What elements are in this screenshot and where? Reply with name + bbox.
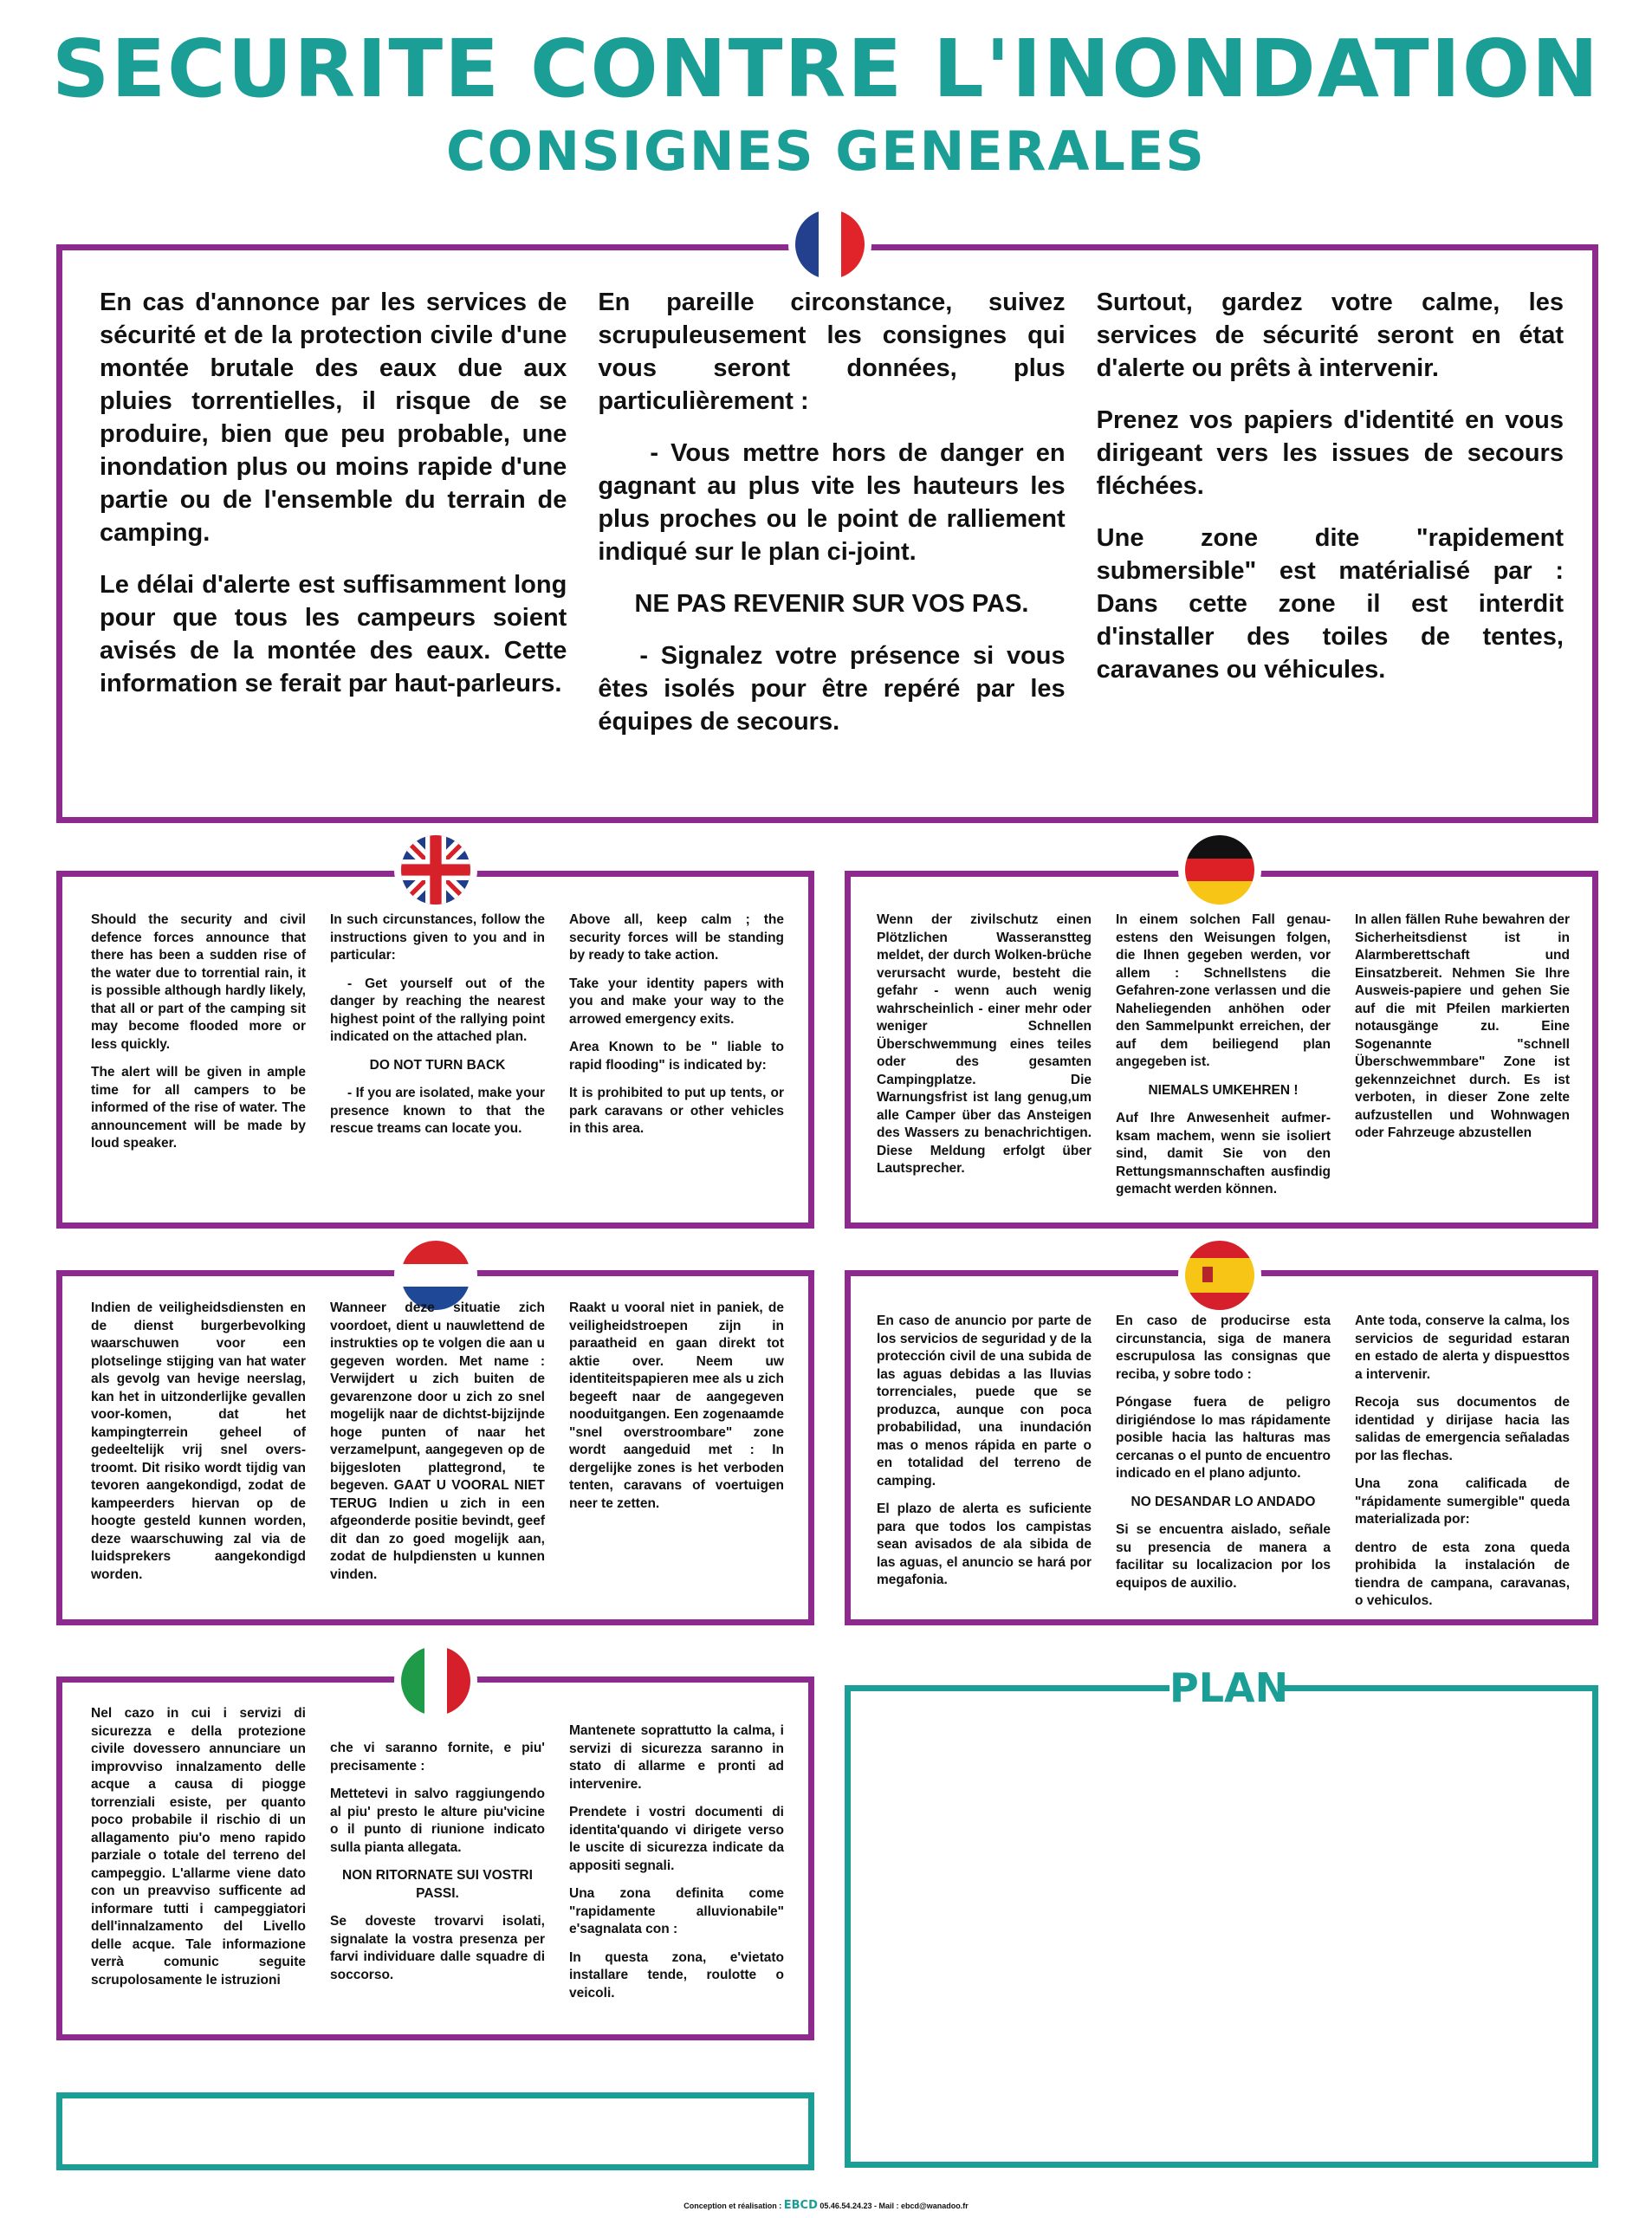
english-col-3 [569,911,784,1164]
credit-contact: 05.46.54.24.23 - Mail : ebcd@wanadoo.fr [820,2202,969,2210]
paragraph: Should the security and civil defence forces announce that there has been a sudden rise of the water due to torrential rain, it is possible although hardly likely, that all or part of the camping sit may become flooded more or less quickly. [91,912,306,1052]
dutch-col-1 [91,1300,306,1594]
paragraph: - If you are isolated, make your presence known to that the rescue treams can locate you. [330,1086,545,1136]
dutch-col-2 [330,1300,545,1594]
paragraph: che vi saranno fornite, e piu' precisamente : [330,1741,545,1774]
paragraph: In such circunstances, follow the instructions given to you and in particular: [330,912,545,963]
paragraph: Une zone dite "rapidement submersible" est matérialisé par : Dans cette zone il est interdit d'installer des toiles de tentes, caravanes ou véhicules. [1096,524,1564,684]
credit-prefix: Conception et réalisation : [683,2202,782,2210]
page-subtitle: CONSIGNES GENERALES [446,120,1206,183]
paragraph: Auf Ihre Anwesenheit aufmer-ksam machem, wenn sie isoliert sind, damit Sie von den Rettungsmannschaften ausfindig gemacht werden können. [1116,1111,1331,1197]
paragraph: Nel cazo in cui i servizi di sicurezza e della protezione civile dovessero annunciare un improvviso innalzamento delle acque a causa di piogge torrenziali esiste, per quanto poco probabile il rischio di un allagamento piu'o meno rapido parziale o totale del terreno del campeggio. L'allarme viene dato con un preavviso sufficente ad informare tutti i campeggiatori dell'innalzamento del Livello delle acque. Tale informazione verrà comunic seguite scrupolosamente le istruzioni [91,1706,306,1988]
spanish-text [877,1313,1570,1621]
paragraph: En caso de producirse esta circunstancia, siga de manera escrupulosa las consignas que reciba, y sobre todo : [1116,1313,1331,1382]
german-col-1 [877,911,1092,1210]
paragraph: Ante toda, conserve la calma, los servicios de seguridad estaran en estado de alerta y dispuesttos a intervenir. [1355,1313,1570,1382]
paragraph: Mantenete soprattutto la calma, i servizi di sicurezza saranno in stato di allarme e pronti ad intervenire. [569,1723,784,1792]
paragraph: Mettetevi in salvo raggiungendo al piu' presto le alture piu'vicine o il punto di riunione indicato sulla pianta allegata. [330,1787,545,1855]
paragraph: The alert will be given in ample time for all campers to be informed of the rise of water. The announcement will be made by loud speaker. [91,1065,306,1151]
paragraph: Surtout, gardez votre calme, les services de sécurité seront en état d'alerte ou prêts à intervenir. [1096,289,1564,382]
paragraph: En caso de anuncio por parte de los servicios de seguridad y de la protección civil de una subida de las aguas debidas a las lluvias torrenciales, puede que se produzca, aunque con poca probabilidad, una inundación mas o menos rápida en parte o en totalidad del terreno de camping. [877,1313,1092,1488]
paragraph: - Signalez votre présence si vous êtes isolés pour être repéré par les équipes de secours. [598,642,1066,736]
paragraph: In allen fällen Ruhe bewahren der Sicherheitsdienst ist in Alarmberettschaft und Einsatzbereit. Nehmen Sie Ihre Ausweis-papiere und gehen Sie auf die mit Pfeilen markierten notausgänge zu. Eine Sogenannte "schnell Überschwemmbare" Zone ist gekennzeichnet durch. Es ist verboten, in dieser Zone zelte aufzustellen und Wohnwagen oder Fahrzeuge abzustellen [1355,912,1570,1140]
french-col-1 [100,286,567,757]
paragraph: Area Known to be " liable to rapid flooding" is indicated by: [569,1040,784,1073]
italian-col-2 [330,1705,545,2013]
dutch-col-3 [569,1300,784,1594]
english-col-1 [91,911,306,1164]
warning-text: DO NOT TURN BACK [369,1057,506,1073]
paragraph: Wenn der zivilschutz einen Plötzlichen Wasseranstteg meldet, der durch Wolken-brüche verursacht wurde, besteht die gefahr - wenn auch wenig wahrscheinlich - einer mehr oder weniger Schnellen Überschwemmung eines teiles oder des gesamten Campingplatze. Die Warnungsfrist ist lang genug,um alle Camper über das Ansteigen des Wassers zu benachrichtigen. Diese Meldung erfolgt über Lautsprecher. [877,912,1092,1176]
french-col-3 [1097,286,1564,757]
paragraph: Le délai d'alerte est suffisamment long pour que tous les campeurs soient avisés de la montée des eaux. Cette information se ferait par haut-parleurs. [100,571,567,697]
credits [0,2199,1652,2212]
paragraph: En pareille circonstance, suivez scrupuleusement les consignes qui vous seront données, plus particulièrement : [598,289,1066,415]
uk-flag-icon [401,835,470,905]
paragraph: Póngase fuera de peligro dirigiéndose lo mas rápidamente posible hacia las halturas mas cercanas o el punto de encuentro indicado en el plano adjunto. [1116,1395,1331,1481]
paragraph: Recoja sus documentos de identidad y dirijase hacia las salidas de emergencia señaladas por las flechas. [1355,1395,1570,1463]
blank-notes-box [56,2092,814,2170]
german-col-3 [1355,911,1570,1210]
spanish-col-3 [1355,1313,1570,1621]
paragraph: En cas d'annonce par les services de sécurité et de la protection civile d'une montée brutale des eaux due aux pluies torrentielles, il risque de se produire, bien que peu probable, une inondation plus ou moins rapide d'une partie ou de l'ensemble du terrain de camping. [100,289,567,547]
paragraph: Prendete i vostri documenti di identita'quando vi dirigete verso le uscite di sicurezza indicate da appositi segnali. [569,1805,784,1873]
paragraph: Take your identity papers with you and make your way to the arrowed emergency exits. [569,976,784,1027]
italian-text [91,1705,784,2013]
germany-flag-icon [1185,835,1254,905]
ebcd-logo: EBCD [783,2199,818,2212]
spanish-col-2 [1116,1313,1331,1621]
german-text [877,911,1570,1210]
warning-text: NE PAS REVENIR SUR VOS PAS. [634,590,1029,618]
paragraph: El plazo de alerta es suficiente para que todos los campistas sean avisados de ala sibida de las aguas, el anuncio se hará por megafonia. [877,1501,1092,1587]
paragraph: Una zona definita come "rapidamente alluvionabile" e'sagnalata con : [569,1886,784,1936]
plan-area [845,1685,1598,2168]
warning-text: NIEMALS UMKEHREN ! [1148,1082,1299,1098]
french-col-2 [598,286,1065,757]
plan-label: PLAN [1169,1662,1282,1714]
dutch-text [91,1300,784,1594]
german-col-2 [1116,911,1331,1210]
italian-col-1 [91,1705,306,2013]
paragraph: - Get yourself out of the danger by reaching the nearest highest point of the rallying point indicated on the attached plan. [330,976,545,1044]
france-flag-icon [795,210,865,279]
paragraph: Raakt u vooral niet in paniek, de veiligheidstroepen zijn in paraatheid en gaan direkt tot aktie over. Neem uw identiteitspapieren mee als u zich begeeft naar de aangegeven nooduitgangen. Een zogenaamde "snel overstroombare" zone wordt aangeduid met : In dergelijke zones is het verboden tenten, caravans of voertuigen neer te zetten. [569,1300,784,1511]
paragraph: - Vous mettre hors de danger en gagnant au plus vite les hauteurs les plus proches ou le point de ralliement indiqué sur le plan ci-joint. [598,439,1066,566]
page-title: SECURITE CONTRE L'INONDATION [51,23,1601,115]
paragraph: dentro de esta zona queda prohibida la instalación de tiendra de campana, caravanas, o vehiculos. [1355,1540,1570,1608]
french-text [100,286,1564,757]
paragraph: Se doveste trovarvi isolati, signalate la vostra presenza per farvi individuare dalle squadre di soccorso. [330,1914,545,1982]
paragraph: Una zona calificada de "rápidamente sumergible" queda materializada por: [1355,1476,1570,1527]
paragraph: Prenez vos papiers d'identité en vous dirigeant vers les issues de secours fléchées. [1096,406,1564,500]
paragraph: Wanneer deze situatie zich voordoet, dient u nauwlettend de instrukties op te volgen die aan u gegeven worden. Met name : Verwijdert u zich buiten de gevarenzone door u zich zo snel mogelijk naar de dichtst-bijzijnde hoge punten of naar het verzamelpunt, aangegeven op de bijgesloten plattegrond, te begeven. GAAT U VOORAL NIET TERUG Indien u zich in een afgeonderde positie bevindt, geef dit dan zo goed mogelijk aan, zodat de hulpdiensten u kunnen vinden. [330,1300,545,1582]
warning-text: NON RITORNATE SUI VOSTRI PASSI. [342,1868,533,1901]
paragraph: It is prohibited to put up tents, or park caravans or other vehicles in this area. [569,1086,784,1136]
paragraph: In questa zona, e'vietato installare tende, roulotte o veicoli. [569,1949,784,2001]
italian-col-3 [569,1705,784,2013]
spain-flag-icon [1185,1241,1254,1310]
paragraph: Si se encuentra aislado, señale su presencia de manera a facilitar su localizacion por los equipos de auxilio. [1116,1522,1331,1591]
english-text [91,911,784,1164]
warning-text: NO DESANDAR LO ANDADO [1130,1494,1316,1509]
paragraph: In einem solchen Fall genau-estens den Weisungen folgen, die Ihnen gegeben werden, vor allem : Schnellstens die Gefahren-zone verlassen und die Naheliegenden anhöhen oder den Sammelpunkt erreichen, der auf dem beiliegend plan angegeben ist. [1116,912,1331,1069]
paragraph: Indien de veiligheidsdiensten en de dienst burgerbevolking waarschuwen voor een plotselinge stijging van hat water als gevolg van hevige neerslag, kan het in uitzonderlijke gevallen voor-komen, dat het kampingterrein geheel of gedeeltelijk vrij snel overs-troomt. Dit risiko wordt tijdig van tevoren aangekondigd, zodat de kampeerders hiervan op de hoogte gesteld kunnen worden, deze waarschuwing zal via de luidsprekers aangekondigd worden. [91,1300,306,1582]
english-col-2 [330,911,545,1164]
spanish-col-1 [877,1313,1092,1621]
paragraph: Above all, keep calm ; the security forces will be standing by ready to take action. [569,912,784,963]
